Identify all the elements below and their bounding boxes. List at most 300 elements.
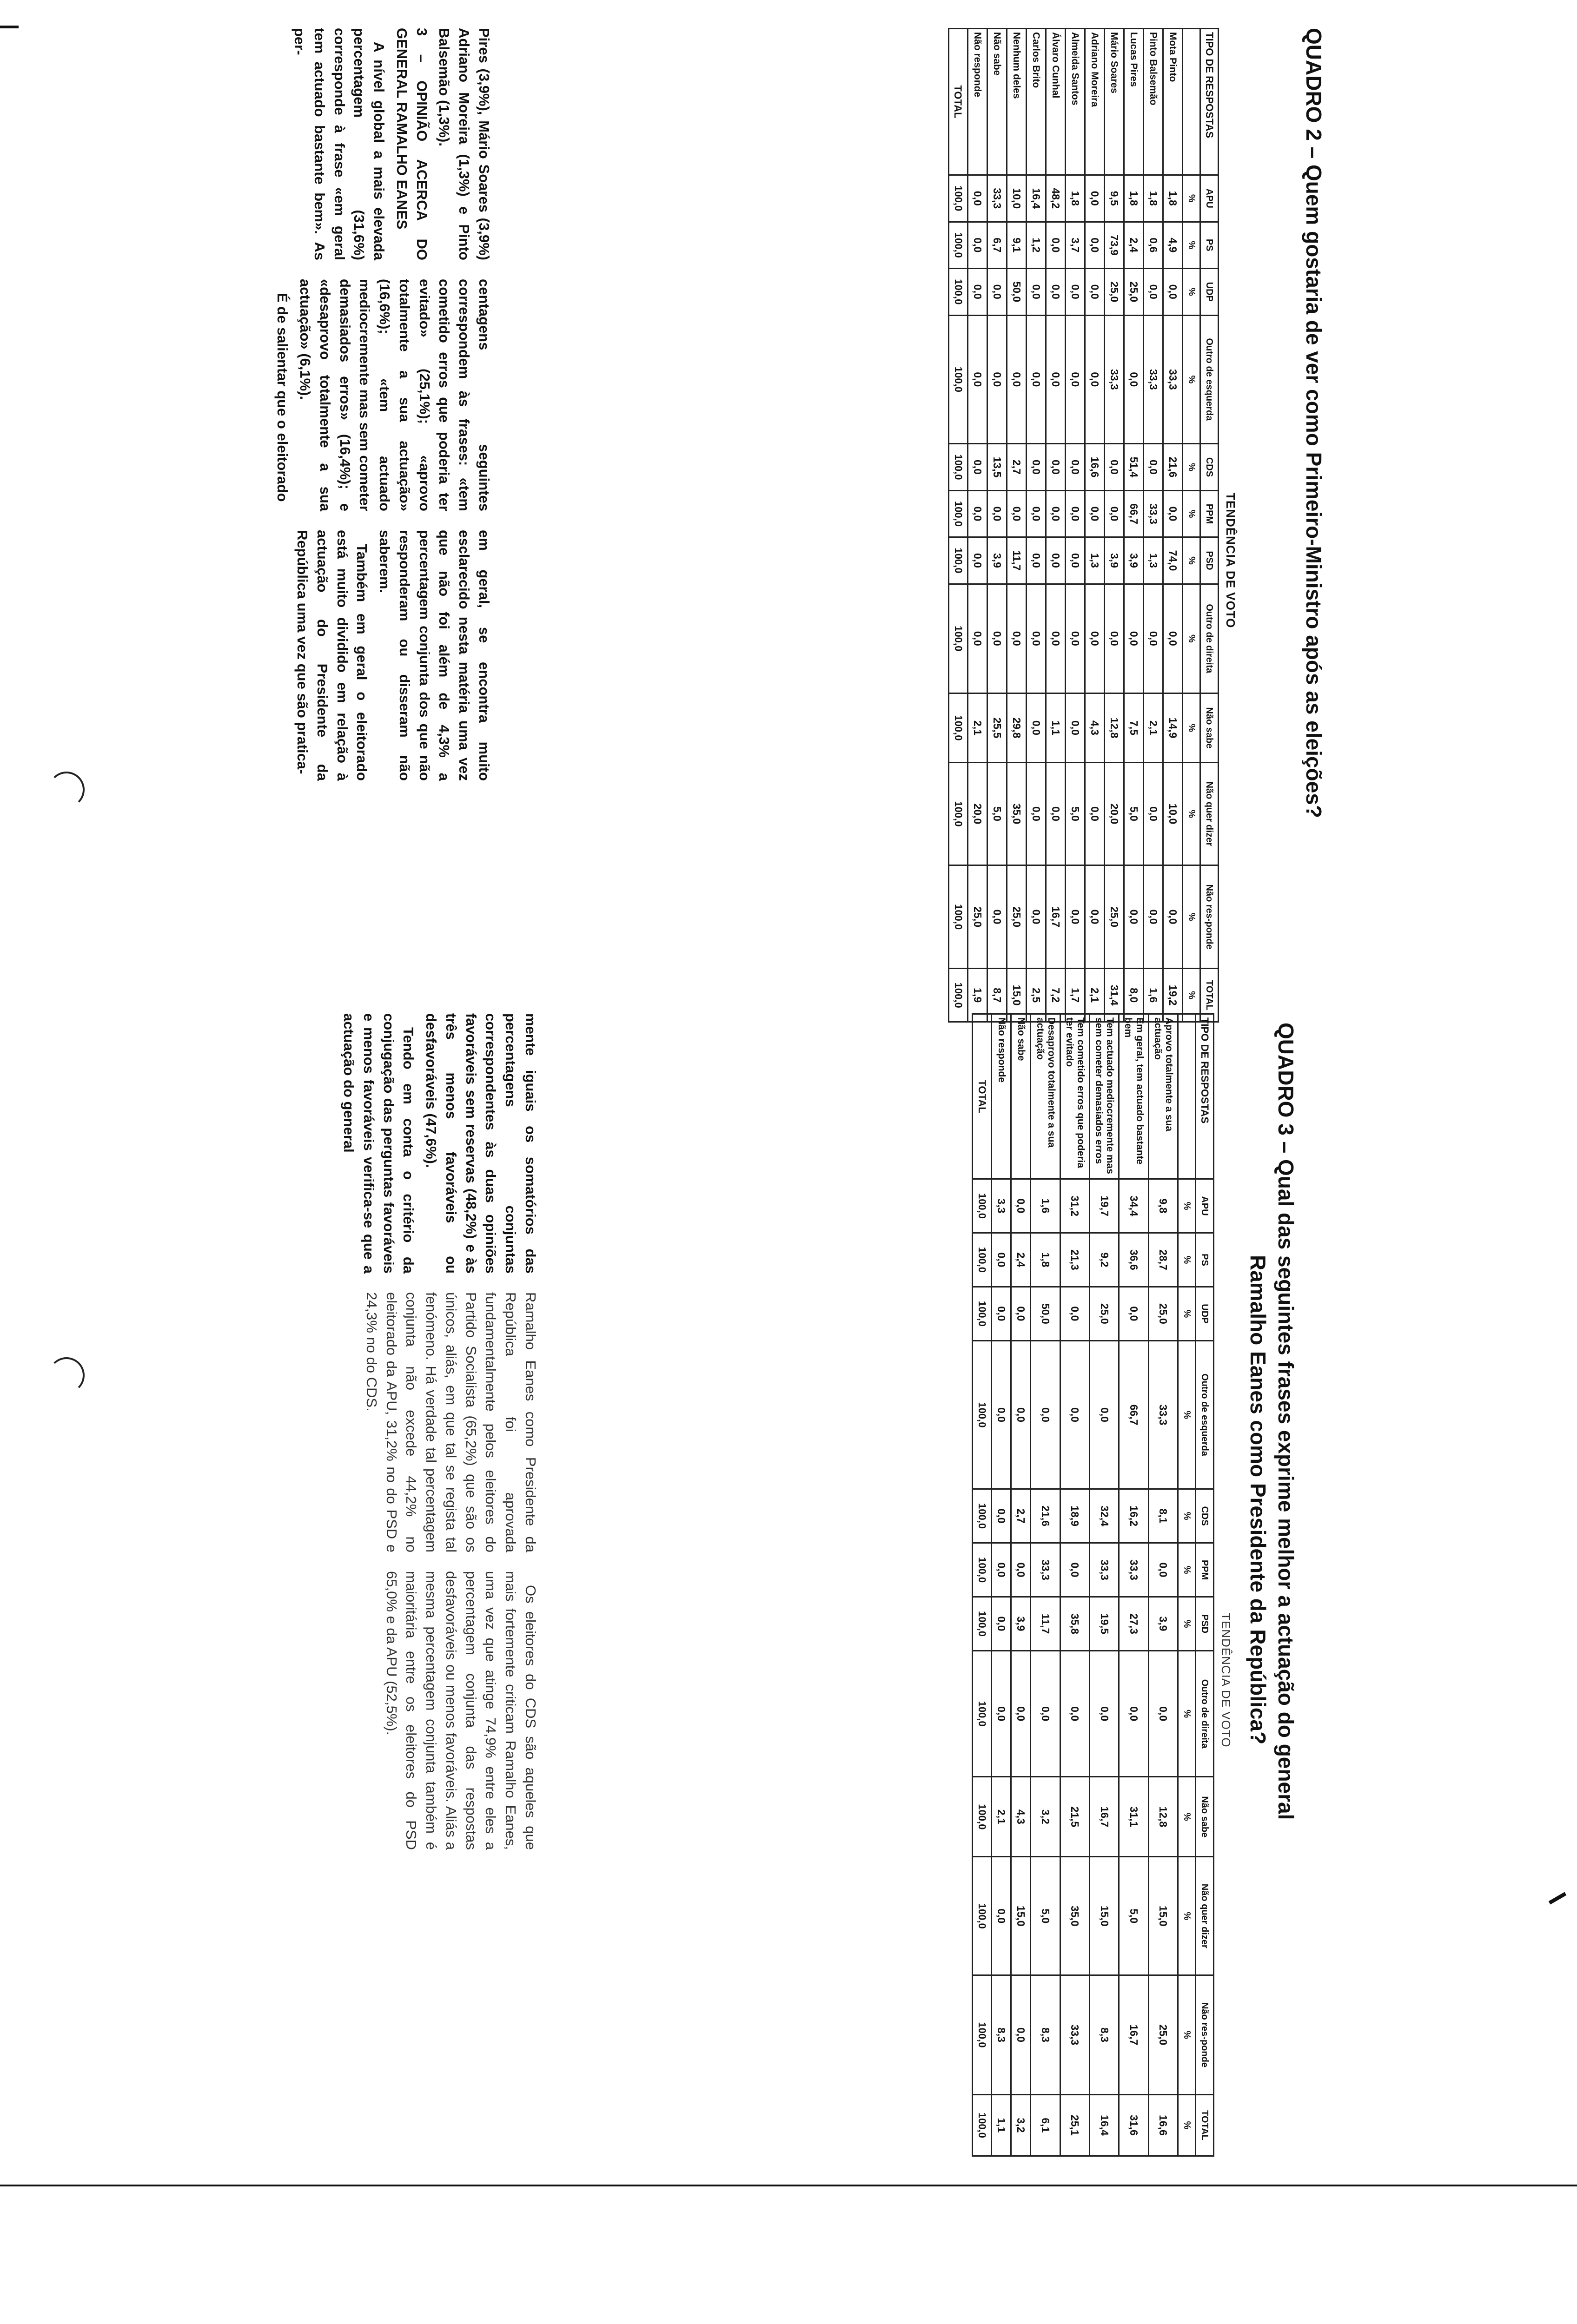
q2-cell: 0,0: [1065, 315, 1085, 444]
q2-cell: 0,0: [1046, 269, 1065, 316]
q2-cell: 0,0: [1085, 763, 1104, 865]
q3-cell: 8,3: [1031, 1975, 1060, 2095]
q2-cell: 0,0: [1065, 584, 1085, 693]
q2-total-cell: 100,0: [948, 693, 967, 762]
q2-cell: 2,4: [1124, 222, 1143, 269]
q2-cell: 21,6: [1163, 444, 1182, 491]
q3-pct: %: [1178, 1857, 1195, 1975]
q3-cell: 0,0: [1060, 1651, 1089, 1776]
q2-cell: 0,0: [1085, 490, 1104, 537]
q3-pct: %: [1178, 1975, 1195, 2095]
text-col1-p2: A nível global a mais elevada percentagem (31,6%) corresponde à frase «em geral tem actuado bastante bem». As per-: [292, 28, 388, 260]
q2-pct: %: [1182, 315, 1200, 444]
q2-cell: 0,6: [1143, 222, 1163, 269]
q3-row: [1148, 1014, 1178, 2156]
binder-hole-mark: [48, 772, 85, 808]
q2-cell: 0,0: [987, 269, 1007, 316]
q3-pct: %: [1178, 1597, 1195, 1651]
q2-cell: 2,5: [1026, 969, 1046, 1022]
q2-total-cell: 100,0: [948, 537, 967, 584]
q2-row-label: Álvaro Cunhal: [1046, 29, 1065, 175]
q2-cell: 1,9: [967, 969, 987, 1022]
q2-total-cell: 100,0: [948, 222, 967, 269]
q2-cell: 0,0: [967, 315, 987, 444]
q2-col-cds: CDS: [1200, 444, 1218, 491]
q3-cell: 0,0: [1148, 1651, 1178, 1776]
q3-cell: 33,3: [1089, 1543, 1119, 1597]
q2-row: [1026, 29, 1046, 1022]
q2-cell: 13,5: [987, 444, 1007, 491]
q2-cell: 0,0: [987, 865, 1007, 968]
q2-cell: 0,0: [1124, 865, 1143, 968]
q3-cell: 11,7: [1031, 1597, 1060, 1651]
q3-cell: 2,1: [992, 1777, 1011, 1857]
q2-row-label: Adriano Moreira: [1085, 29, 1104, 175]
q2-total-cell: 100,0: [948, 865, 967, 968]
q2-cell: 0,0: [967, 175, 987, 222]
q3-cell: 19,7: [1089, 1179, 1119, 1233]
text-col5-p1: Ramalho Eanes como Presidente da República foi aprovada fundamentalmente pelos eleitores do Partido Socialista (65,2%) que são os únicos, aliás, em que tal se regista tal fenómeno. Há verdade tal percentagem conjunta não excede 44,2% no eleitorado da APU, 31,2% no do PSD e 24,3% no do CDS.: [363, 1292, 539, 1552]
q3-cell: 35,8: [1060, 1597, 1089, 1651]
q2-row: [1143, 29, 1163, 1022]
q3-cell: 9,2: [1089, 1233, 1119, 1287]
q2-col-nao-quer: Não quer dizer: [1200, 763, 1218, 865]
q2-row: [1163, 29, 1182, 1022]
q2-cell: 0,0: [1104, 444, 1124, 491]
q2-col-apu: APU: [1200, 175, 1218, 222]
q3-cell: 0,0: [992, 1543, 1011, 1597]
q2-cell: 11,7: [1007, 537, 1026, 584]
text-col-2: [270, 279, 494, 511]
q2-cell: 3,9: [1104, 537, 1124, 584]
q3-cell: 15,0: [1148, 1857, 1178, 1975]
q2-type-header: TIPO DE RESPOSTAS: [1200, 29, 1218, 175]
q2-cell: 33,3: [1104, 315, 1124, 444]
q2-cell: 0,0: [1124, 315, 1143, 444]
q2-cell: 0,0: [1163, 490, 1182, 537]
q3-row-label: Aprovo totalmente a sua actuação: [1148, 1014, 1178, 1179]
q2-cell: 9,1: [1007, 222, 1026, 269]
q3-cell: 0,0: [992, 1597, 1011, 1651]
q3-cell: 0,0: [1119, 1651, 1148, 1776]
q2-cell: 19,2: [1163, 969, 1182, 1022]
q2-cell: 14,9: [1163, 693, 1182, 762]
q3-cell: 0,0: [992, 1489, 1011, 1543]
q2-cell: 0,0: [1026, 537, 1046, 584]
q2-cell: 0,0: [1026, 865, 1046, 968]
q2-col-udp: UDP: [1200, 269, 1218, 316]
q3-cell: 8,3: [1089, 1975, 1119, 2095]
q3-col-psd: PSD: [1195, 1597, 1213, 1651]
q3-cell: 25,1: [1060, 2094, 1089, 2156]
q2-cell: 2,1: [1085, 969, 1104, 1022]
q3-row-label: Em geral, tem actuado bastante bem: [1119, 1014, 1148, 1179]
q3-row-label: Tem actuado mediocremente mas sem cometer demasiados erros: [1089, 1014, 1119, 1179]
q3-cell: 4,3: [1011, 1777, 1031, 1857]
q2-cell: 0,0: [1026, 693, 1046, 762]
q3-pct: %: [1178, 1489, 1195, 1543]
q2-cell: 0,0: [1026, 315, 1046, 444]
q2-row-label: Não sabe: [987, 29, 1007, 175]
q2-cell: 0,0: [1163, 584, 1182, 693]
q3-cell: 25,0: [1148, 1975, 1178, 2095]
q2-cell: 74,0: [1163, 537, 1182, 584]
q2-cell: 0,0: [1065, 444, 1085, 491]
q2-cell: 51,4: [1124, 444, 1143, 491]
q3-total-cell: 100,0: [973, 1777, 992, 1857]
q2-col-nao-sabe: Não sabe: [1200, 693, 1218, 762]
q3-cell: 27,3: [1119, 1597, 1148, 1651]
q2-cell: 15,0: [1007, 969, 1026, 1022]
q3-row: [1060, 1014, 1089, 2156]
q2-cell: 1,8: [1065, 175, 1085, 222]
q2-cell: 0,0: [1065, 865, 1085, 968]
text-col-4: [336, 1013, 540, 1274]
q3-cell: 0,0: [992, 1233, 1011, 1287]
q2-cell: 50,0: [1007, 269, 1026, 316]
q2-cell: 3,7: [1065, 222, 1085, 269]
q3-cell: 0,0: [1060, 1340, 1089, 1489]
q2-cell: 0,0: [1046, 763, 1065, 865]
q3-cell: 21,3: [1060, 1233, 1089, 1287]
q3-total-cell: 100,0: [973, 1287, 992, 1340]
q3-cell: 16,7: [1119, 1975, 1148, 2095]
q3-tendencia: TENDÊNCIA DE VOTO: [1219, 1613, 1233, 1748]
q2-total-cell: 100,0: [948, 315, 967, 444]
q2-cell: 0,0: [1007, 490, 1026, 537]
q2-cell: 25,0: [967, 865, 987, 968]
q2-row: [987, 29, 1007, 1022]
q3-cell: 3,9: [1148, 1597, 1178, 1651]
q3-col-nao-quer: Não quer dizer: [1195, 1857, 1213, 1975]
q2-cell: 10,0: [1163, 763, 1182, 865]
q2-cell: 0,0: [1046, 444, 1065, 491]
q3-cell: 0,0: [1089, 1651, 1119, 1776]
q3-pct: %: [1178, 1777, 1195, 1857]
q2-col-psd: PSD: [1200, 537, 1218, 584]
q3-cell: 31,6: [1119, 2094, 1148, 2156]
binder-hole-mark: [48, 1357, 85, 1393]
q3-cell: 15,0: [1089, 1857, 1119, 1975]
q2-total-cell: 100,0: [948, 490, 967, 537]
q3-cell: 21,5: [1060, 1777, 1089, 1857]
q2-cell: 73,9: [1104, 222, 1124, 269]
q2-cell: 1,7: [1065, 969, 1085, 1022]
q3-cell: 2,4: [1011, 1233, 1031, 1287]
text-col4-p1: mente iguais os somatórios das percentagens conjuntas correspondentes às duas opiniões favoráveis sem reservas (48,2%) e às três menos favoráveis ou desfavoráveis (47,6%).: [423, 1013, 539, 1274]
q3-cell: 5,0: [1119, 1857, 1148, 1975]
q3-row-label: Não sabe: [1011, 1014, 1031, 1179]
q2-cell: 12,8: [1104, 693, 1124, 762]
q2-cell: 16,6: [1085, 444, 1104, 491]
q3-cell: 0,0: [1011, 1340, 1031, 1489]
q3-row: [992, 1014, 1011, 2156]
q2-pct-blank: [1182, 29, 1200, 175]
q3-total-cell: 100,0: [973, 1597, 992, 1651]
q3-cell: 21,6: [1031, 1489, 1060, 1543]
q2-cell: 4,9: [1163, 222, 1182, 269]
q2-cell: 0,0: [967, 444, 987, 491]
q3-cell: 0,0: [1148, 1543, 1178, 1597]
q3-row: [1119, 1014, 1148, 2156]
q3-cell: 0,0: [992, 1340, 1011, 1489]
q2-total-cell: 100,0: [948, 584, 967, 693]
q3-col-nao-sabe: Não sabe: [1195, 1777, 1213, 1857]
q3-cell: 36,6: [1119, 1233, 1148, 1287]
q2-cell: 31,4: [1104, 969, 1124, 1022]
q3-row-label: Tem cometido erros que poderia ter evitado: [1060, 1014, 1089, 1179]
q2-pct: %: [1182, 490, 1200, 537]
q2-cell: 0,0: [1026, 444, 1046, 491]
q2-cell: 20,0: [967, 763, 987, 865]
q3-cell: 0,0: [1060, 1287, 1089, 1340]
q2-cell: 33,3: [1143, 490, 1163, 537]
q2-row: [1085, 29, 1104, 1022]
q3-cell: 3,3: [992, 1179, 1011, 1233]
q3-cell: 31,2: [1060, 1179, 1089, 1233]
q2-total-cell: 100,0: [948, 444, 967, 491]
q2-cell: 1,1: [1046, 693, 1065, 762]
q2-cell: 25,5: [987, 693, 1007, 762]
q3-total-cell: 100,0: [973, 1179, 992, 1233]
q2-cell: 16,7: [1046, 865, 1065, 968]
q3-cell: 25,0: [1148, 1287, 1178, 1340]
q2-cell: 0,0: [987, 584, 1007, 693]
q2-pct: %: [1182, 763, 1200, 865]
q3-pct: %: [1178, 1651, 1195, 1776]
q2-cell: 0,0: [1085, 865, 1104, 968]
q2-row: [1046, 29, 1065, 1022]
q2-cell: 48,2: [1046, 175, 1065, 222]
q3-cell: 3,2: [1011, 2094, 1031, 2156]
q2-cell: 0,0: [967, 490, 987, 537]
text-col-1: [286, 28, 494, 260]
q2-cell: 0,0: [967, 269, 987, 316]
q3-col-ppm: PPM: [1195, 1543, 1213, 1597]
q2-pct: %: [1182, 444, 1200, 491]
text-col3-p2: Também em geral o eleitorado está muito dividido em relação à actuação do Presidente da República uma vez que são pratica-: [294, 530, 371, 781]
q2-cell: 20,0: [1104, 763, 1124, 865]
q2-cell: 1,8: [1124, 175, 1143, 222]
q2-cell: 0,0: [1007, 584, 1026, 693]
q2-cell: 0,0: [967, 222, 987, 269]
q2-cell: 2,1: [967, 693, 987, 762]
q3-col-ps: PS: [1195, 1233, 1213, 1287]
q3-total-label: TOTAL: [973, 1014, 992, 1179]
q3-cell: 28,7: [1148, 1233, 1178, 1287]
q2-row-label: Não responde: [967, 29, 987, 175]
q2-cell: 0,0: [1065, 693, 1085, 762]
q2-cell: 0,0: [1085, 315, 1104, 444]
q2-cell: 3,9: [987, 537, 1007, 584]
q3-cell: 31,1: [1119, 1777, 1148, 1857]
q2-cell: 2,1: [1143, 693, 1163, 762]
q2-row: [1124, 29, 1143, 1022]
q2-total-cell: 100,0: [948, 175, 967, 222]
q2-cell: 1,8: [1143, 175, 1163, 222]
q2-cell: 4,3: [1085, 693, 1104, 762]
q2-cell: 5,0: [1065, 763, 1085, 865]
q2-cell: 35,0: [1007, 763, 1026, 865]
q3-cell: 32,4: [1089, 1489, 1119, 1543]
q2-cell: 8,0: [1124, 969, 1143, 1022]
q2-cell: 0,0: [1026, 490, 1046, 537]
q3-cell: 0,0: [1011, 1543, 1031, 1597]
q2-table: [948, 28, 1219, 1023]
text-col4-p2: Tendo em conta o critério da conjugação das perguntas favoráveis e menos favoráveis verifica-se que a actuação do general: [341, 1013, 417, 1274]
text-col1-section-heading: 3 – OPINIÃO ACERCA DO GENERAL RAMALHO EANES: [393, 28, 430, 260]
q2-total-cell: 100,0: [948, 763, 967, 865]
q2-cell: 0,0: [1104, 490, 1124, 537]
q2-cell: 0,0: [1065, 537, 1085, 584]
q2-cell: 1,3: [1085, 537, 1104, 584]
q2-cell: 5,0: [1124, 763, 1143, 865]
q2-row-label: Almeida Santos: [1065, 29, 1085, 175]
q2-row-label: Mota Pinto: [1163, 29, 1182, 175]
q2-cell: 7,5: [1124, 693, 1143, 762]
q3-cell: 33,3: [1060, 1975, 1089, 2095]
q2-pct: %: [1182, 969, 1200, 1022]
q2-total-cell: 100,0: [948, 269, 967, 316]
q2-cell: 0,0: [1143, 444, 1163, 491]
q2-row-label: Pinto Balsemão: [1143, 29, 1163, 175]
q2-cell: 0,0: [1046, 315, 1065, 444]
q2-cell: 1,2: [1026, 222, 1046, 269]
q2-cell: 0,0: [1065, 269, 1085, 316]
q3-col-udp: UDP: [1195, 1287, 1213, 1340]
q2-cell: 0,0: [1085, 222, 1104, 269]
q3-pct: %: [1178, 1233, 1195, 1287]
q2-tendencia: TENDÊNCIA DE VOTO: [1224, 493, 1238, 628]
q3-cell: 0,0: [1060, 1543, 1089, 1597]
q3-cell: 35,0: [1060, 1857, 1089, 1975]
q2-pct: %: [1182, 537, 1200, 584]
q3-col-cds: CDS: [1195, 1489, 1213, 1543]
q3-pct: %: [1178, 1287, 1195, 1340]
q2-cell: 2,7: [1007, 444, 1026, 491]
q3-pct: %: [1178, 2094, 1195, 2156]
q2-cell: 25,0: [1007, 865, 1026, 968]
q2-cell: 0,0: [1085, 269, 1104, 316]
q3-title-line2: Ramalho Eanes como Presidente da República?: [1246, 1255, 1270, 1745]
q3-cell: 18,9: [1060, 1489, 1089, 1543]
q3-cell: 0,0: [1011, 1975, 1031, 2095]
q3-total-cell: 100,0: [973, 1857, 992, 1975]
q3-cell: 25,0: [1089, 1287, 1119, 1340]
q3-cell: 12,8: [1148, 1777, 1178, 1857]
q3-cell: 0,0: [992, 1857, 1011, 1975]
q3-cell: 16,4: [1089, 2094, 1119, 2156]
q2-cell: 25,0: [1124, 269, 1143, 316]
q3-cell: 0,0: [992, 1287, 1011, 1340]
q2-cell: 0,0: [1046, 537, 1065, 584]
text-col-6: [378, 1571, 540, 1850]
q2-row-label: Nenhum deles: [1007, 29, 1026, 175]
q2-cell: 29,8: [1007, 693, 1026, 762]
q2-row: [1007, 29, 1026, 1022]
q2-title: QUADRO 2 – Quem gostaria de ver como Primeiro-Ministro após as eleições?: [1302, 28, 1326, 818]
q3-cell: 6,1: [1031, 2094, 1060, 2156]
q3-cell: 0,0: [1031, 1651, 1060, 1776]
q2-row-label: Carlos Brito: [1026, 29, 1046, 175]
q2-cell: 0,0: [1163, 865, 1182, 968]
q2-cell: 25,0: [1104, 865, 1124, 968]
q2-pct: %: [1182, 584, 1200, 693]
q3-cell: 0,0: [1011, 1287, 1031, 1340]
q2-col-nao-responde: Não res-ponde: [1200, 865, 1218, 968]
q2-cell: 0,0: [1143, 269, 1163, 316]
q2-cell: 0,0: [1143, 763, 1163, 865]
q3-total-cell: 100,0: [973, 1543, 992, 1597]
q2-cell: 0,0: [1085, 584, 1104, 693]
q3-cell: 50,0: [1031, 1287, 1060, 1340]
q2-cell: 9,5: [1104, 175, 1124, 222]
q2-row: [1104, 29, 1124, 1022]
q2-cell: 0,0: [1026, 269, 1046, 316]
q2-col-outro-esq: Outro de esquerda: [1200, 315, 1218, 444]
q2-cell: 0,0: [967, 584, 987, 693]
q3-row: [1031, 1014, 1060, 2156]
q2-cell: 16,4: [1026, 175, 1046, 222]
q3-cell: 0,0: [1011, 1179, 1031, 1233]
q2-cell: 1,3: [1143, 537, 1163, 584]
q3-cell: 0,0: [1119, 1287, 1148, 1340]
q3-cell: 33,3: [1148, 1340, 1178, 1489]
q2-cell: 0,0: [1085, 175, 1104, 222]
q2-cell: 0,0: [1163, 269, 1182, 316]
q2-cell: 6,7: [987, 222, 1007, 269]
q3-cell: 66,7: [1119, 1340, 1148, 1489]
q2-cell: 0,0: [1046, 584, 1065, 693]
q2-cell: 0,0: [967, 537, 987, 584]
q2-cell: 0,0: [1104, 584, 1124, 693]
q2-cell: 0,0: [1143, 865, 1163, 968]
q3-cell: 33,3: [1119, 1543, 1148, 1597]
q2-col-ps: PS: [1200, 222, 1218, 269]
q3-cell: 9,8: [1148, 1179, 1178, 1233]
q3-cell: 16,7: [1089, 1777, 1119, 1857]
q3-cell: 15,0: [1011, 1857, 1031, 1975]
q3-cell: 16,2: [1119, 1489, 1148, 1543]
q3-col-nao-responde: Não res-ponde: [1195, 1975, 1213, 2095]
q3-cell: 19,5: [1089, 1597, 1119, 1651]
q2-pct: %: [1182, 222, 1200, 269]
q2-cell: 10,0: [1007, 175, 1026, 222]
q3-col-apu: APU: [1195, 1179, 1213, 1233]
q2-col-total: TOTAL: [1200, 969, 1218, 1022]
q3-title-line1: QUADRO 3 – Qual das seguintes frases exprime melhor a actuação do general: [1274, 1023, 1298, 1820]
q2-pct: %: [1182, 865, 1200, 968]
q3-pct-blank: [1178, 1014, 1195, 1179]
q3-cell: 16,6: [1148, 2094, 1178, 2156]
q2-cell: 0,0: [987, 315, 1007, 444]
q2-cell: 0,0: [1007, 315, 1026, 444]
q2-cell: 33,3: [1163, 315, 1182, 444]
q2-row-label: Mário Soares: [1104, 29, 1124, 175]
q2-total-cell: 100,0: [948, 969, 967, 1022]
q3-cell: 8,3: [992, 1975, 1011, 2095]
q2-cell: 0,0: [1026, 763, 1046, 865]
q2-cell: 0,0: [1065, 490, 1085, 537]
q2-col-outro-dir: Outro de direita: [1200, 584, 1218, 693]
q2-cell: 0,0: [1046, 490, 1065, 537]
q2-cell: 0,0: [1046, 222, 1065, 269]
q3-table: [972, 1013, 1214, 2157]
q2-row: [967, 29, 987, 1022]
q3-total-cell: 100,0: [973, 1489, 992, 1543]
q2-row: [1065, 29, 1085, 1022]
q3-row-label: Não responde: [992, 1014, 1011, 1179]
